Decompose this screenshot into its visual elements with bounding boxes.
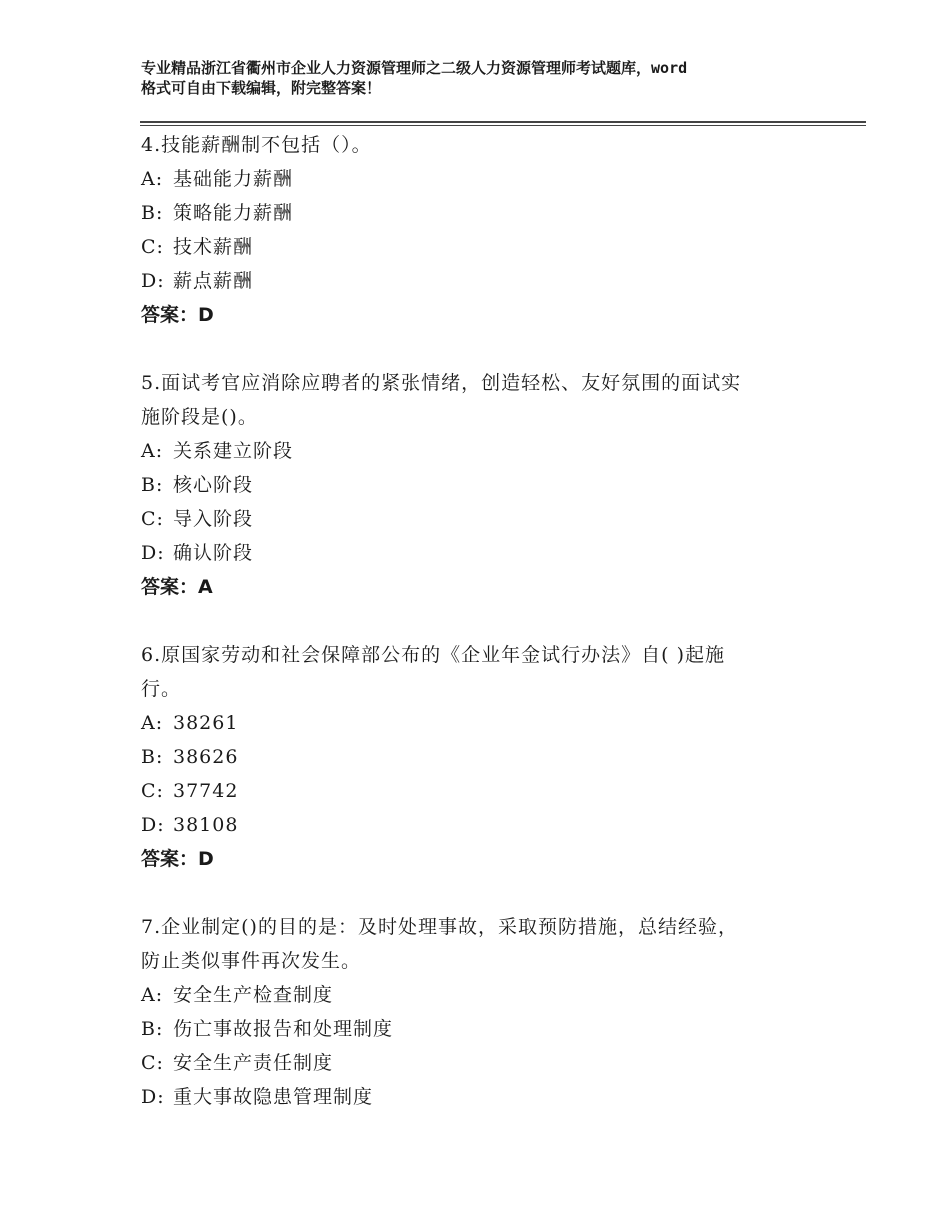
option-text: 安全生产责任制度	[173, 1052, 334, 1074]
option-text: 38626	[173, 746, 239, 768]
question-4	[141, 128, 821, 332]
answer-line: 答案：D	[141, 848, 214, 870]
option-text: 策略能力薪酬	[173, 202, 294, 224]
option-text: 关系建立阶段	[173, 440, 294, 462]
option-text: 技术薪酬	[173, 236, 254, 258]
option-letter: C:	[141, 1052, 164, 1074]
question-stem-line-1: 7.企业制定()的目的是：及时处理事故，采取预防措施，总结经验，	[141, 916, 738, 938]
option-b	[141, 740, 821, 774]
option-text: 38261	[173, 712, 239, 734]
option-b	[141, 1012, 821, 1046]
option-a	[141, 162, 821, 196]
option-letter: B:	[141, 1018, 164, 1040]
option-text: 37742	[173, 780, 239, 802]
option-letter: C:	[141, 508, 164, 530]
option-a	[141, 978, 821, 1012]
answer-line: 答案：A	[141, 576, 213, 598]
question-stem-line-2: 施阶段是()。	[141, 406, 258, 428]
option-letter: B:	[141, 474, 164, 496]
question-6	[141, 638, 821, 876]
option-text: 薪点薪酬	[173, 270, 254, 292]
answer-line: 答案：D	[141, 304, 214, 326]
option-letter: D:	[141, 814, 165, 836]
option-letter: D:	[141, 270, 165, 292]
option-text: 重大事故隐患管理制度	[173, 1086, 374, 1108]
option-text: 安全生产检查制度	[173, 984, 334, 1006]
option-letter: D:	[141, 542, 165, 564]
option-letter: B:	[141, 202, 164, 224]
option-letter: A:	[141, 712, 164, 734]
header-line-1: 专业精品浙江省衢州市企业人力资源管理师之二级人力资源管理师考试题库，word	[141, 59, 688, 77]
question-stem-line-2: 行。	[141, 678, 182, 700]
option-letter: A:	[141, 168, 164, 190]
option-text: 基础能力薪酬	[173, 168, 294, 190]
question-5	[141, 366, 821, 604]
option-c	[141, 502, 821, 536]
option-letter: D:	[141, 1086, 165, 1108]
option-a	[141, 434, 821, 468]
option-c	[141, 1046, 821, 1080]
question-stem-line-2: 防止类似事件再次发生。	[141, 950, 362, 972]
option-d	[141, 808, 821, 842]
option-b	[141, 468, 821, 502]
option-d	[141, 264, 821, 298]
question-stem-line-1: 5.面试考官应消除应聘者的紧张情绪，创造轻松、友好氛围的面试实	[141, 372, 742, 394]
option-letter: C:	[141, 236, 164, 258]
question-stem: 4.技能薪酬制不包括（）。	[141, 134, 372, 156]
option-c	[141, 230, 821, 264]
option-c	[141, 774, 821, 808]
option-a	[141, 706, 821, 740]
option-text: 伤亡事故报告和处理制度	[173, 1018, 394, 1040]
option-text: 导入阶段	[173, 508, 254, 530]
question-stem-line-1: 6.原国家劳动和社会保障部公布的《企业年金试行办法》自( )起施	[141, 644, 725, 666]
document-header	[141, 58, 831, 98]
question-list	[141, 128, 821, 1114]
option-d	[141, 1080, 821, 1114]
option-text: 38108	[173, 814, 239, 836]
header-divider-thick	[140, 121, 866, 123]
option-text: 确认阶段	[173, 542, 254, 564]
option-letter: C:	[141, 780, 164, 802]
header-divider-thin	[140, 125, 866, 126]
option-text: 核心阶段	[173, 474, 254, 496]
option-letter: B:	[141, 746, 164, 768]
option-letter: A:	[141, 984, 164, 1006]
option-b	[141, 196, 821, 230]
option-letter: A:	[141, 440, 164, 462]
option-d	[141, 536, 821, 570]
question-7	[141, 910, 821, 1114]
header-line-2: 格式可自由下载编辑，附完整答案！	[141, 79, 382, 97]
